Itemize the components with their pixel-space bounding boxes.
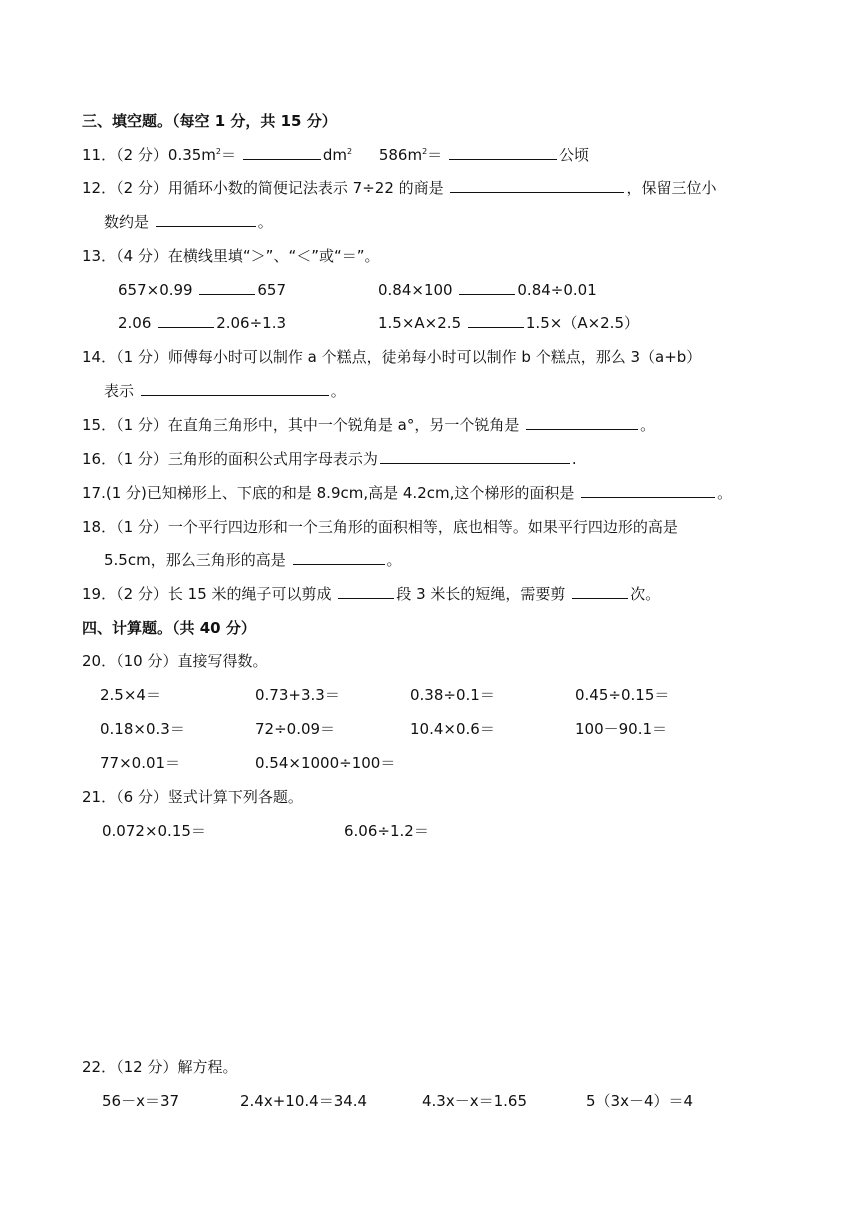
question-18 <box>82 517 678 537</box>
q20-r1c4: 0.45÷0.15＝ <box>575 686 670 704</box>
q20-r1c3: 0.38÷0.1＝ <box>410 686 495 704</box>
q12-end: 。 <box>257 213 273 231</box>
q21-points: （6 分） <box>116 788 168 806</box>
q22-number: 22． <box>82 1058 117 1076</box>
q19-mid: 段 3 米长的短绳，需要剪 <box>396 585 566 603</box>
q14-number: 14． <box>82 348 117 366</box>
q13-blank-2[interactable] <box>459 280 515 295</box>
q16-points: （1 分） <box>116 450 168 468</box>
q12-blank-2[interactable] <box>156 212 256 227</box>
question-14 <box>82 347 701 367</box>
q19-blank-1[interactable] <box>338 584 394 599</box>
q20-r1c1: 2.5×4＝ <box>100 686 161 704</box>
q19-text: 长 15 米的绳子可以剪成 <box>167 585 332 603</box>
question-19 <box>82 584 660 604</box>
q13-item-3 <box>118 313 286 333</box>
q14-end: 。 <box>330 382 346 400</box>
q13-item-2-left: 0.84×100 <box>378 281 453 299</box>
q13-item-4 <box>378 313 639 333</box>
q16-number: 16． <box>82 450 117 468</box>
q12-blank-1[interactable] <box>450 178 624 193</box>
q15-blank[interactable] <box>526 415 638 430</box>
q20-r3c1: 77×0.01＝ <box>100 754 181 772</box>
q14-text: 师傅每小时可以制作 a 个糕点，徒弟每小时可以制作 b 个糕点，那么 3（a+b） <box>167 348 702 366</box>
q11-unit2: 公顷 <box>558 146 589 164</box>
q18-points: （1 分） <box>116 518 168 536</box>
question-21 <box>82 787 303 807</box>
q18-end: 。 <box>386 551 402 569</box>
q11-blank-2[interactable] <box>449 145 557 160</box>
q14-blank[interactable] <box>141 381 329 396</box>
q17-blank[interactable] <box>581 483 715 498</box>
q11-eq2: ＝ <box>427 146 443 164</box>
q12-number: 12． <box>82 179 117 197</box>
q22-item-1: 56－x＝37 <box>102 1092 180 1110</box>
q14-points: （1 分） <box>116 348 168 366</box>
question-15 <box>82 415 655 435</box>
q21-text: 竖式计算下列各题。 <box>167 788 303 806</box>
q13-item-2 <box>378 280 597 300</box>
q18-text2: 5.5cm，那么三角形的高是 <box>104 551 286 569</box>
q13-item-1 <box>118 280 286 300</box>
q22-item-3: 4.3x－x＝1.65 <box>422 1092 528 1110</box>
q13-item-1-right: 657 <box>257 281 287 299</box>
q17-text: 17.(1 分)已知梯形上、下底的和是 8.9cm,高是 4.2cm,这个梯形的面积是 <box>82 484 575 502</box>
question-20 <box>82 651 267 671</box>
q20-r3c2: 0.54×1000÷100＝ <box>255 754 396 772</box>
q20-r2c3: 10.4×0.6＝ <box>410 720 495 738</box>
q15-number: 15． <box>82 416 117 434</box>
q20-r2c4: 100－90.1＝ <box>575 720 668 738</box>
q11-sup2: 2 <box>346 147 353 156</box>
q11-number: 11． <box>82 146 117 164</box>
q13-text: 在横线里填“＞”、“＜”或“＝”。 <box>167 247 380 265</box>
q16-blank[interactable] <box>380 449 570 464</box>
q20-r2c1: 0.18×0.3＝ <box>100 720 185 738</box>
question-12 <box>82 178 716 198</box>
q13-blank-3[interactable] <box>158 313 214 328</box>
q19-blank-2[interactable] <box>572 584 628 599</box>
question-11 <box>82 145 589 165</box>
q22-text: 解方程。 <box>177 1058 238 1076</box>
q12-text: 用循环小数的简便记法表示 7÷22 的商是 <box>167 179 444 197</box>
question-14-cont <box>104 381 346 401</box>
q16-text: 三角形的面积公式用字母表示为 <box>167 450 378 468</box>
q22-item-2: 2.4x+10.4＝34.4 <box>240 1092 368 1110</box>
q13-item-2-right: 0.84÷0.01 <box>517 281 597 299</box>
q16-end: . <box>571 450 577 468</box>
q22-points: （12 分） <box>116 1058 178 1076</box>
q11-a: 0.35m <box>167 146 216 164</box>
q13-item-4-right: 1.5×（A×2.5） <box>525 314 639 332</box>
q13-item-1-left: 657×0.99 <box>118 281 193 299</box>
q11-blank-1[interactable] <box>243 145 321 160</box>
q20-r2c2: 72÷0.09＝ <box>255 720 336 738</box>
q11-sup1: 2 <box>215 147 222 156</box>
q11-eq1: ＝ <box>221 146 237 164</box>
q18-blank[interactable] <box>293 550 385 565</box>
q11-unit1: dm <box>322 146 347 164</box>
q22-item-4: 5（3x－4）＝4 <box>586 1092 694 1110</box>
section-3-title: 三、填空题。（每空 1 分，共 15 分） <box>82 112 337 130</box>
q20-points: （10 分） <box>116 652 178 670</box>
q13-blank-4[interactable] <box>468 313 524 328</box>
q14-text2: 表示 <box>104 382 135 400</box>
question-13 <box>82 246 380 266</box>
q13-item-3-left: 2.06 <box>118 314 152 332</box>
question-16 <box>82 449 577 469</box>
q19-number: 19． <box>82 585 117 603</box>
q13-number: 13． <box>82 247 117 265</box>
q21-item-1: 0.072×0.15＝ <box>102 822 206 840</box>
question-12-cont <box>104 212 273 232</box>
q18-number: 18． <box>82 518 117 536</box>
q13-item-3-right: 2.06÷1.3 <box>216 314 287 332</box>
q21-number: 21． <box>82 788 117 806</box>
q17-end: 。 <box>717 484 733 502</box>
q12-points: （2 分） <box>116 179 168 197</box>
q19-end: 次。 <box>630 585 661 603</box>
q11-points: （2 分） <box>116 146 168 164</box>
q15-end: 。 <box>640 416 656 434</box>
q19-points: （2 分） <box>116 585 168 603</box>
q15-points: （1 分） <box>116 416 168 434</box>
question-22 <box>82 1057 237 1077</box>
section-4-title: 四、计算题。（共 40 分） <box>82 619 256 637</box>
q12-text3: 数约是 <box>104 213 150 231</box>
q20-r1c2: 0.73+3.3＝ <box>255 686 340 704</box>
q20-text: 直接写得数。 <box>177 652 268 670</box>
q15-text: 在直角三角形中，其中一个锐角是 a°，另一个锐角是 <box>167 416 520 434</box>
q13-item-4-left: 1.5×A×2.5 <box>378 314 462 332</box>
q13-blank-1[interactable] <box>199 280 255 295</box>
q11-sup3: 2 <box>422 147 428 156</box>
q21-item-2: 6.06÷1.2＝ <box>344 822 429 840</box>
question-17 <box>82 483 732 503</box>
q18-text: 一个平行四边形和一个三角形的面积相等，底也相等。如果平行四边形的高是 <box>167 518 678 536</box>
question-18-cont <box>104 550 402 570</box>
q20-number: 20． <box>82 652 117 670</box>
q13-points: （4 分） <box>116 247 168 265</box>
q11-b: 586m <box>378 146 423 164</box>
q12-text2: ，保留三位小 <box>626 179 717 197</box>
